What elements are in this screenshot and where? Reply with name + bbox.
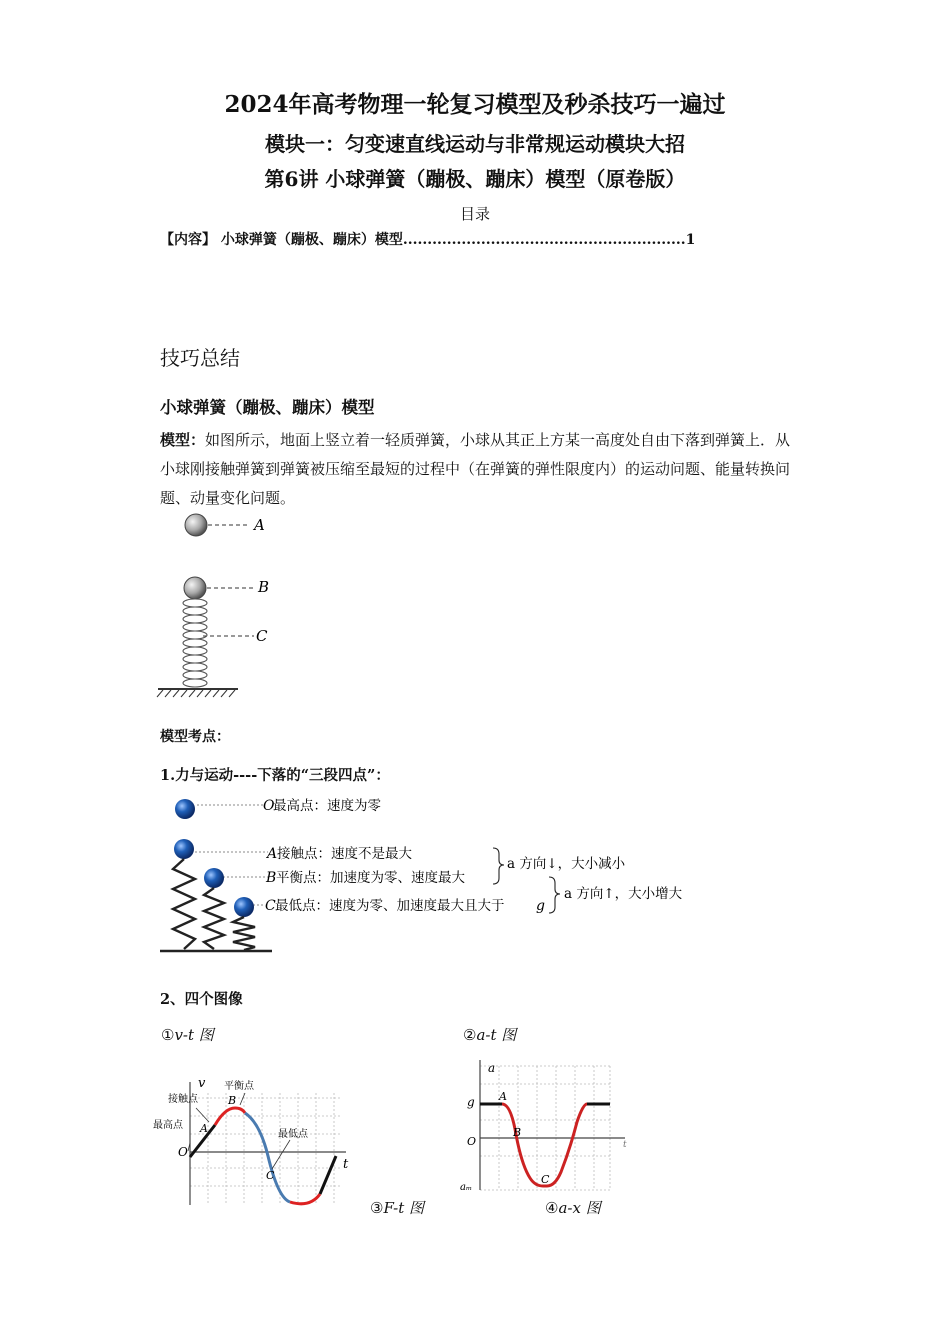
doc-title: 2024年高考物理一轮复习模型及秒杀技巧一遍过 <box>224 91 726 118</box>
label-b: B <box>258 578 270 596</box>
ball-a <box>185 514 207 536</box>
label-c: C <box>265 898 276 914</box>
toc-heading: 目录 <box>459 205 490 223</box>
toc-link[interactable]: 【内容】 小球弹簧（蹦极、蹦床）模型..........................................................1 <box>160 232 696 248</box>
vt-caption <box>161 1024 214 1045</box>
three-stage-figure <box>155 792 715 967</box>
at-label-b: B <box>513 1126 522 1139</box>
at-caption-num: ② <box>463 1026 477 1044</box>
ball-spring-figure <box>155 508 285 708</box>
at-label-c: C <box>541 1173 550 1186</box>
ft-caption-text: F-t 图 <box>383 1199 425 1217</box>
vt-axis-v-label: v <box>198 1076 206 1091</box>
ball-c <box>234 897 254 917</box>
vt-label-balance: 平衡点 <box>224 1081 254 1092</box>
label-g: g <box>536 898 545 914</box>
ball-b <box>204 868 224 888</box>
vt-label-low: 最低点 <box>278 1129 308 1140</box>
vt-caption-num: ① <box>161 1026 175 1044</box>
force-motion-heading: 1.力与运动----下落的“三段四点”： <box>160 767 390 784</box>
ax-caption <box>545 1197 601 1218</box>
vt-label-c: C <box>266 1169 275 1182</box>
label-a: A <box>254 516 265 534</box>
text-o: 最高点：速度为零 <box>273 798 381 814</box>
skill-summary-heading: 技巧总结 <box>160 346 240 370</box>
vt-origin: O <box>178 1145 188 1159</box>
label-c: C <box>256 627 268 645</box>
at-label-am: aₘ <box>460 1182 473 1193</box>
at-label-a: A <box>499 1090 507 1103</box>
ft-caption-num: ③ <box>370 1199 384 1217</box>
at-axis-a-label: a <box>488 1061 496 1075</box>
vt-graph <box>150 1068 360 1210</box>
ax-caption-text: a-x 图 <box>558 1199 601 1217</box>
brace-2-text: a 方向↑，大小增大 <box>564 886 683 902</box>
spring-2 <box>204 888 224 949</box>
module-title: 模块一：匀变速直线运动与非常规运动模块大招 <box>265 132 685 156</box>
at-caption-text: a-t 图 <box>476 1026 517 1044</box>
spring-3 <box>233 917 255 950</box>
brace-1-text: a 方向↓，大小减小 <box>507 856 626 872</box>
vt-curve-b-c <box>245 1113 290 1202</box>
vt-caption-text: v-t 图 <box>174 1026 214 1044</box>
vt-curve-a-b <box>215 1108 245 1125</box>
ax-caption-num: ④ <box>545 1199 559 1217</box>
at-caption <box>463 1024 516 1045</box>
ball-a <box>174 839 194 859</box>
brace-1 <box>493 848 504 884</box>
brace-2 <box>549 877 560 913</box>
model-heading: 小球弹簧（蹦极、蹦床）模型 <box>160 398 375 417</box>
ball-o <box>175 799 195 819</box>
vt-label-b: B <box>228 1094 237 1107</box>
model-label: 模型： <box>160 431 206 449</box>
ft-caption <box>370 1197 424 1218</box>
vt-curve-c <box>290 1194 320 1204</box>
spring <box>183 599 207 687</box>
text-a: 接触点：速度不是最大 <box>277 846 412 862</box>
vt-label-contact: 接触点 <box>168 1094 198 1105</box>
ball-b <box>184 577 206 599</box>
vt-label-a: A <box>200 1122 208 1135</box>
at-origin: O <box>467 1135 477 1148</box>
label-a: A <box>267 846 278 862</box>
spring-1 <box>173 859 195 949</box>
lecture-title: 第6讲 小球弹簧（蹦极、蹦床）模型（原卷版） <box>264 167 686 191</box>
at-axis-t-label: t <box>623 1140 627 1150</box>
vt-axis-t-label: t <box>343 1157 349 1172</box>
label-b: B <box>266 870 277 886</box>
model-text: 如图所示，地面上竖立着一轻质弹簧，小球从其正上方某一高度处自由下落到弹簧上．从小球刚接触弹簧到弹簧被压缩至最短的过程中（在弹簧的弹性限度内）的运动问题、能量转换问题、动量变化问题。 <box>160 431 791 507</box>
model-paragraph <box>160 426 792 513</box>
text-c: 最低点：速度为零、加速度最大且大于 <box>275 898 505 914</box>
at-graph <box>455 1054 635 1194</box>
four-graphs-heading: 2、四个图像 <box>160 991 243 1008</box>
label-o: O <box>263 798 275 814</box>
points-heading: 模型考点： <box>160 729 230 745</box>
at-label-g: g <box>467 1095 475 1109</box>
vt-label-top: 最高点 <box>153 1120 183 1131</box>
text-b: 平衡点：加速度为零、速度最大 <box>276 870 465 886</box>
